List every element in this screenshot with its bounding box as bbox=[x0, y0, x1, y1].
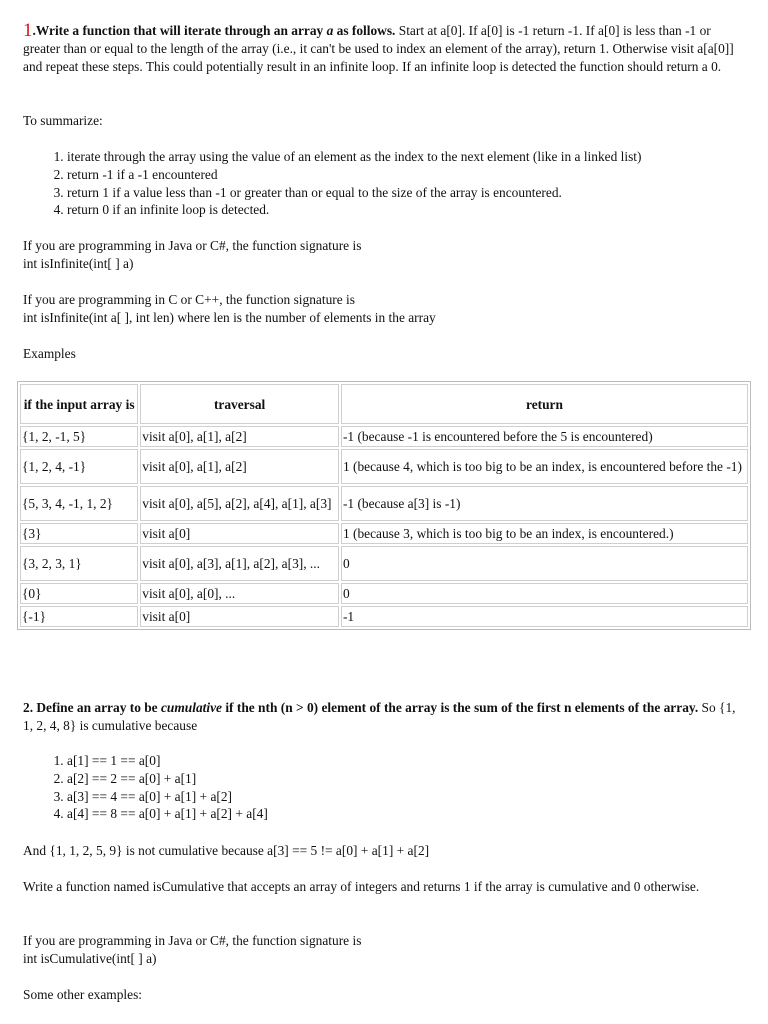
table-cell: {1, 2, 4, -1} bbox=[20, 449, 138, 484]
column-header: return bbox=[341, 384, 748, 424]
table-cell: visit a[0], a[1], a[2] bbox=[140, 449, 339, 484]
table-cell: -1 (because -1 is encountered before the 5 is encountered) bbox=[341, 426, 748, 447]
list-item: 1. iterate through the array using the value of an element as the index to the next element (like in a linked list) bbox=[67, 148, 642, 166]
table-cell: visit a[0] bbox=[140, 523, 339, 544]
table-row bbox=[20, 583, 748, 604]
q1-paragraph bbox=[23, 22, 744, 76]
table-cell: 0 bbox=[341, 583, 748, 604]
table-header-row bbox=[20, 384, 748, 424]
other-examples-label: Some other examples: bbox=[23, 987, 142, 1002]
table-row bbox=[20, 523, 748, 544]
table-cell: -1 (because a[3] is -1) bbox=[341, 486, 748, 521]
list-item: 2. a[2] == 2 == a[0] + a[1] bbox=[67, 770, 268, 788]
table-cell: visit a[0], a[5], a[2], a[4], a[1], a[3] bbox=[140, 486, 339, 521]
write-function-text: Write a function named isCumulative that accepts an array of integers and returns 1 if the array is cumulative and 0 otherwise. bbox=[23, 879, 700, 894]
table-row bbox=[20, 546, 748, 581]
table-row bbox=[20, 449, 748, 484]
list-item: 3. return 1 if a value less than -1 or greater than or equal to the size of the array is encountered. bbox=[67, 184, 642, 202]
q1-number: 1 bbox=[23, 20, 33, 41]
table-cell: {5, 3, 4, -1, 1, 2} bbox=[20, 486, 138, 521]
q1-body: Start at a[0]. If a[0] is -1 return -1. If a[0] is less than -1 or greater than or equal to the length of the array (i.e., it can't be used to index an element of the array), return 1. Otherwise visit a[a[0]] and repeat these steps. This could potentially result in an infinite loop. If an infinite loop is detected the function should return a 0. bbox=[23, 23, 734, 74]
list-item: 2. return -1 if a -1 encountered bbox=[67, 166, 642, 184]
list-item: 4. return 0 if an infinite loop is detected. bbox=[67, 201, 642, 219]
q1-heading-var: a bbox=[326, 23, 334, 38]
column-header: if the input array is bbox=[20, 384, 138, 424]
examples-table bbox=[17, 381, 751, 630]
cumulative-list bbox=[45, 752, 268, 823]
column-header: traversal bbox=[140, 384, 339, 424]
table-row bbox=[20, 426, 748, 447]
q2-heading-term: cumulative bbox=[160, 700, 222, 715]
q2-java-signature: int isCumulative(int[ ] a) bbox=[23, 951, 157, 966]
table-cell: visit a[0], a[1], a[2] bbox=[140, 426, 339, 447]
summary-list bbox=[45, 148, 642, 219]
table-cell: 1 (because 3, which is too big to be an index, is encountered.) bbox=[341, 523, 748, 544]
not-cumulative-text: And {1, 1, 2, 5, 9} is not cumulative because a[3] == 5 != a[0] + a[1] + a[2] bbox=[23, 843, 430, 858]
java-signature-block: If you are programming in Java or C#, the function signature is int isInfinite(int[ ] a) bbox=[23, 238, 362, 271]
q1-heading: .Write a function that will iterate through an array a as follows. bbox=[32, 23, 396, 38]
table-cell: visit a[0], a[3], a[1], a[2], a[3], ... bbox=[140, 546, 339, 581]
list-item: 3. a[3] == 4 == a[0] + a[1] + a[2] bbox=[67, 788, 268, 806]
q2-java-signature-block: If you are programming in Java or C#, the function signature is int isCumulative(int[ ] a) bbox=[23, 933, 362, 966]
table-cell: 1 (because 4, which is too big to be an index, is encountered before the -1) bbox=[341, 449, 748, 484]
table-cell: {1, 2, -1, 5} bbox=[20, 426, 138, 447]
table-cell: {-1} bbox=[20, 606, 138, 627]
table-cell: {3, 2, 3, 1} bbox=[20, 546, 138, 581]
summarize-label: To summarize: bbox=[23, 113, 103, 128]
c-signature: int isInfinite(int a[ ], int len) where len is the number of elements in the array bbox=[23, 310, 436, 325]
table-cell: -1 bbox=[341, 606, 748, 627]
list-item: 4. a[4] == 8 == a[0] + a[1] + a[2] + a[4] bbox=[67, 805, 268, 823]
table-cell: {3} bbox=[20, 523, 138, 544]
java-signature: int isInfinite(int[ ] a) bbox=[23, 256, 134, 271]
q2-heading: 2. Define an array to be cumulative if the nth (n > 0) element of the array is the sum of the first n elements of the array. bbox=[23, 700, 699, 715]
table-cell: visit a[0], a[0], ... bbox=[140, 583, 339, 604]
table-cell: 0 bbox=[341, 546, 748, 581]
table-cell: {0} bbox=[20, 583, 138, 604]
c-signature-block: If you are programming in C or C++, the function signature is int isInfinite(int a[ ], int len) where len is the number of elements in the array bbox=[23, 292, 436, 325]
list-item: 1. a[1] == 1 == a[0] bbox=[67, 752, 268, 770]
q2-paragraph: 2. Define an array to be cumulative if the nth (n > 0) element of the array is the sum of the first n elements of the array. So {1, 1, 2, 4, 8} is cumulative because bbox=[23, 700, 736, 733]
examples-label: Examples bbox=[23, 346, 76, 361]
table-row bbox=[20, 606, 748, 627]
table-row bbox=[20, 486, 748, 521]
table-cell: visit a[0] bbox=[140, 606, 339, 627]
